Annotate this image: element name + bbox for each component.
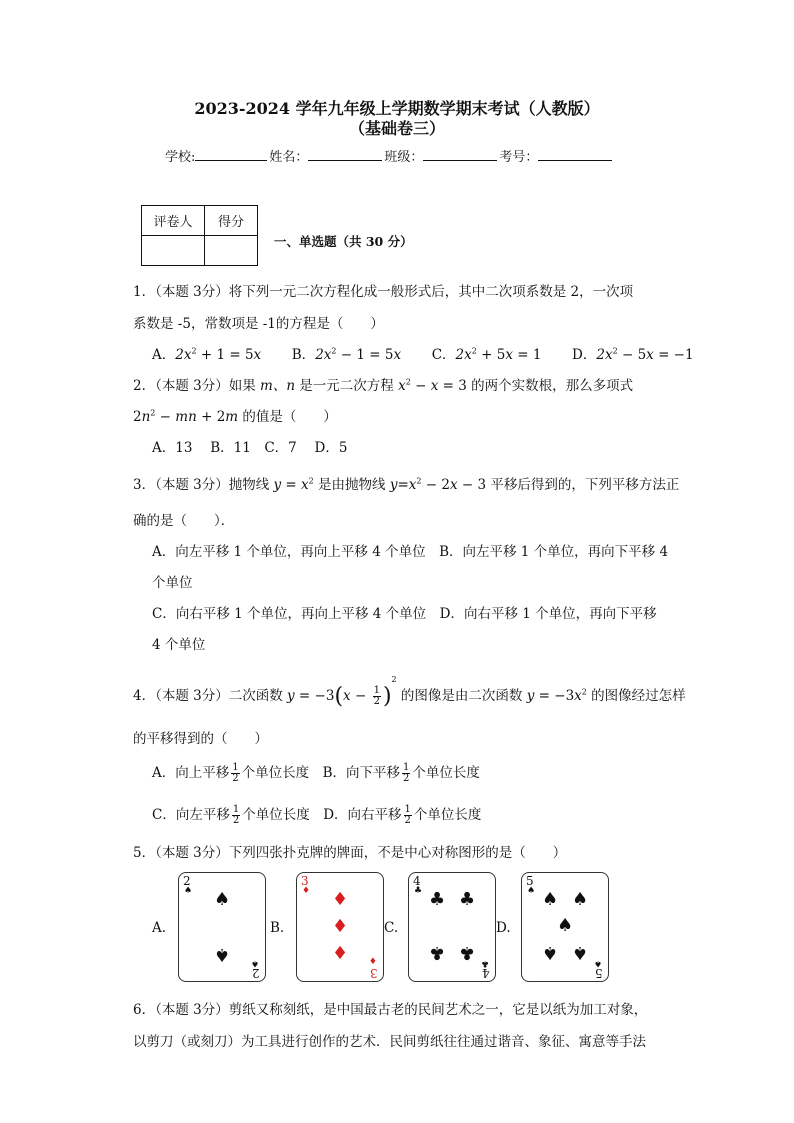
grader-header: 评卷人: [142, 206, 205, 236]
score-cell[interactable]: [205, 236, 258, 266]
q3-stem-line2: 确的是（ ）．: [133, 513, 235, 529]
q1-options: [152, 343, 694, 363]
student-info-line: [165, 146, 614, 165]
score-table: [141, 205, 258, 266]
q1-option-a[interactable]: A．$2x^2 + 1 = 5x$: [152, 346, 262, 363]
spade-icon: ♠: [527, 886, 536, 896]
diamond-icon: ♦: [302, 886, 311, 896]
q5-option-b-label[interactable]: B.: [270, 920, 285, 936]
q3-option-line2: 个单位: [152, 575, 193, 591]
school-field[interactable]: [195, 146, 267, 161]
q5-option-a-label[interactable]: A.: [152, 920, 167, 936]
spade-icon: ♠: [572, 942, 589, 963]
q4-options-ab[interactable]: A．向上平移 $\frac{1}{2}$ 个单位长度 B．向下平移 $\frac{1}{2}$ 个单位长度: [152, 762, 480, 784]
spade-icon: ♠: [572, 889, 589, 910]
playing-card-club-4[interactable]: 4 ♣ ♣ ♣ ♣ ♣ ♣ 4: [408, 872, 496, 982]
q1-option-b[interactable]: B．$2x^2 - 1 = 5x$: [291, 346, 402, 363]
class-label: 班级：: [384, 150, 424, 165]
section-title: 一、单选题（共 30 分）: [274, 234, 413, 249]
q1-stem-line1: 1．（本题 3分）将下列一元二次方程化成一般形式后，其中二次项系数是 2，一次项: [133, 284, 634, 300]
q3-option-line1[interactable]: A．向左平移 1 个单位，再向上平移 4 个单位 B．向左平移 1 个单位，再向下平移 4: [152, 544, 669, 560]
q2-stem-line2: $2n^2$ − mn + 2m 的值是（ ）: [133, 408, 337, 425]
school-label: 学校:: [165, 150, 196, 165]
q3-option-line3[interactable]: C．向右平移 1 个单位，再向上平移 4 个单位 D．向右平移 1 个单位，再向下平移: [152, 606, 657, 622]
q4-stem-line2: 的平移得到的（ ）: [133, 731, 268, 747]
playing-card-spade-2[interactable]: 2 ♠ ♠ ♠ ♠ 2: [178, 872, 266, 982]
club-icon: ♣: [459, 889, 476, 910]
q3-stem-line1: 3．（本题 3分）抛物线 $y = x^2$ 是由抛物线 $y=x^2 - 2x - 3$ 平移后得到的，下列平移方法正: [133, 476, 680, 493]
spade-icon: ♠: [214, 944, 231, 965]
club-icon: ♣: [414, 886, 423, 896]
q5-option-d-label[interactable]: D.: [496, 920, 511, 936]
q1-stem-line2: 系数是 -5，常数项是 -1的方程是（ ）: [133, 316, 384, 332]
q4-stem-line1: 4．（本题 3分）二次函数 y = −3(x − $\frac{1}{2}$ )$^2$ 的图像是由二次函数 $y = -3x^2$ 的图像经过怎样: [133, 675, 686, 709]
exam-no-field[interactable]: [538, 146, 612, 161]
diamond-icon: ♦: [332, 889, 349, 910]
class-field[interactable]: [423, 146, 497, 161]
q6-stem-line1: 6．（本题 3分）剪纸又称刻纸，是中国最古老的民间艺术之一，它是以纸为加工对象，: [133, 1002, 648, 1018]
q2-stem-line1: 2．（本题 3分）如果 m、n 是一元二次方程 $x^2 - x = 3$ 的两个实数根，那么多项式: [133, 377, 634, 394]
q5-option-c-label[interactable]: C.: [384, 920, 399, 936]
grader-cell[interactable]: [142, 236, 205, 266]
club-icon: ♣: [429, 942, 446, 963]
club-icon: ♣: [429, 889, 446, 910]
club-icon: ♣: [459, 942, 476, 963]
diamond-icon: ♦: [332, 916, 349, 937]
spade-icon: ♠: [250, 958, 259, 968]
q2-options[interactable]: A．13 B．11 C．7 D．5: [152, 440, 348, 456]
spade-icon: ♠: [214, 889, 231, 910]
name-field[interactable]: [308, 146, 382, 161]
spade-icon: ♠: [593, 958, 602, 968]
q1-option-c[interactable]: C．$2x^2 + 5x = 1$: [431, 346, 542, 363]
playing-card-spade-5[interactable]: 5 ♠ ♠ ♠ ♠ ♠ ♠ ♠ 5: [521, 872, 609, 982]
spade-icon: ♠: [184, 886, 193, 896]
diamond-icon: ♦: [332, 943, 349, 964]
exam-subtitle: （基础卷三）: [348, 119, 445, 138]
exam-title: 2023-2024 学年九年级上学期数学期末考试（人教版）: [194, 99, 600, 118]
q5-stem: 5．（本题 3分）下列四张扑克牌的牌面，不是中心对称图形的是（ ）: [133, 845, 567, 861]
spade-icon: ♠: [557, 915, 574, 936]
diamond-icon: ♦: [368, 957, 377, 967]
q4-options-cd[interactable]: C．向左平移 $\frac{1}{2}$ 个单位长度 D．向右平移 $\frac{1}{2}$ 个单位长度: [152, 804, 482, 826]
spade-icon: ♠: [542, 889, 559, 910]
score-header: 得分: [205, 206, 258, 236]
club-icon: ♣: [480, 958, 489, 968]
name-label: 姓名：: [269, 150, 309, 165]
q1-option-d[interactable]: D．$2x^2 - 5x = -1$: [572, 346, 694, 363]
playing-card-diamond-3[interactable]: 3 ♦ ♦ ♦ ♦ ♦ 3: [296, 872, 384, 982]
exam-no-label: 考号：: [499, 150, 539, 165]
q6-stem-line2: 以剪刀（或刻刀）为工具进行创作的艺术．民间剪纸往往通过谐音、象征、寓意等手法: [133, 1034, 646, 1050]
spade-icon: ♠: [542, 942, 559, 963]
q3-option-line4: 4 个单位: [152, 637, 206, 653]
